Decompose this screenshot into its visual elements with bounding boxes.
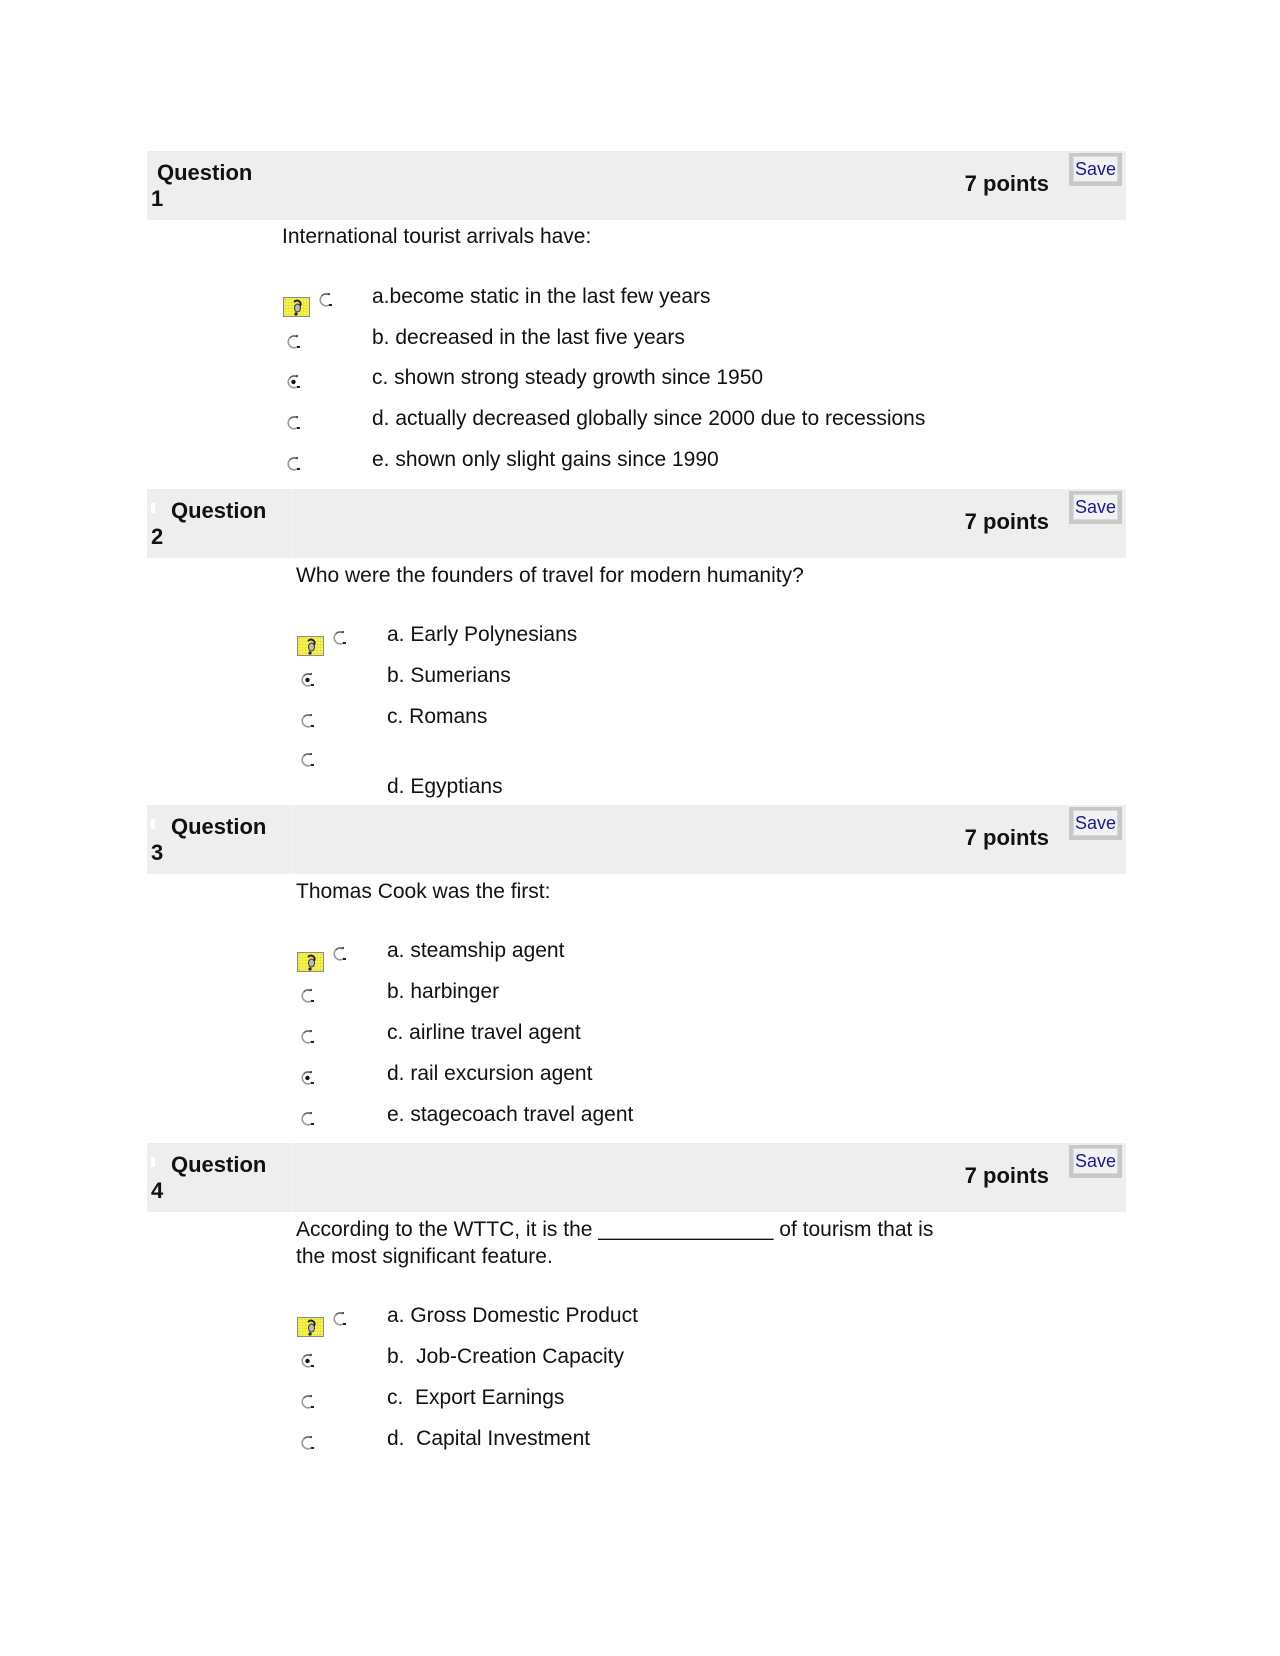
radio-button[interactable] <box>300 1435 316 1451</box>
option-label: a. steamship agent <box>387 939 565 962</box>
option-label: a. Gross Domestic Product <box>387 1304 638 1327</box>
hint-help-icon[interactable] <box>297 952 324 972</box>
question-number: 2 <box>151 524 164 549</box>
radio-button[interactable] <box>332 630 348 646</box>
question-header <box>147 151 1126 220</box>
question-text: International tourist arrivals have: <box>282 225 592 248</box>
question-header <box>147 1143 1126 1212</box>
option-label: b. Sumerians <box>387 664 511 687</box>
hint-help-icon[interactable] <box>297 1317 324 1337</box>
radio-button-selected[interactable] <box>300 1070 316 1086</box>
question-number: 1 <box>151 186 164 211</box>
points-label: 7 points <box>964 171 1049 196</box>
radio-button[interactable] <box>286 334 302 350</box>
save-button[interactable]: Save <box>1069 807 1122 840</box>
column-divider <box>292 805 293 874</box>
radio-button[interactable] <box>332 946 348 962</box>
points-label: 7 points <box>964 825 1049 850</box>
question-title-word: Question <box>171 814 267 839</box>
radio-button[interactable] <box>286 415 302 431</box>
option-label: e. stagecoach travel agent <box>387 1103 634 1126</box>
question-text: Thomas Cook was the first: <box>296 880 551 903</box>
points-label: 7 points <box>964 1163 1049 1188</box>
radio-button[interactable] <box>300 1394 316 1410</box>
radio-button[interactable] <box>286 456 302 472</box>
radio-button-selected[interactable] <box>286 374 302 390</box>
option-label: a.become static in the last few years <box>372 285 711 308</box>
question-title-word: Question <box>171 1152 267 1177</box>
option-label: c. Export Earnings <box>387 1386 565 1409</box>
radio-button[interactable] <box>332 1311 348 1327</box>
option-label: b. decreased in the last five years <box>372 326 685 349</box>
question-header <box>147 489 1126 558</box>
row-marker <box>151 503 155 513</box>
radio-button[interactable] <box>300 752 316 768</box>
option-label: d. rail excursion agent <box>387 1062 593 1085</box>
hint-help-icon[interactable] <box>297 636 324 656</box>
row-marker <box>151 819 155 829</box>
question-text-line-1: According to the WTTC, it is the _______________ of tourism that is <box>296 1218 934 1241</box>
save-button[interactable]: Save <box>1069 153 1122 186</box>
radio-button-selected[interactable] <box>300 672 316 688</box>
question-text: Who were the founders of travel for modern humanity? <box>296 564 804 587</box>
radio-button[interactable] <box>300 1029 316 1045</box>
option-label: a. Early Polynesians <box>387 623 578 646</box>
option-label: c. shown strong steady growth since 1950 <box>372 366 764 389</box>
question-title-word: Question <box>157 160 253 185</box>
question-title-word: Question <box>171 498 267 523</box>
column-divider <box>292 489 293 558</box>
radio-button[interactable] <box>300 1111 316 1127</box>
points-label: 7 points <box>964 509 1049 534</box>
option-label: b. Job-Creation Capacity <box>387 1345 624 1368</box>
radio-button[interactable] <box>318 292 334 308</box>
option-label: b. harbinger <box>387 980 500 1003</box>
save-button[interactable]: Save <box>1069 491 1122 524</box>
radio-button[interactable] <box>300 713 316 729</box>
radio-button-selected[interactable] <box>300 1353 316 1369</box>
save-button[interactable]: Save <box>1069 1145 1122 1178</box>
option-label: d. Capital Investment <box>387 1427 591 1450</box>
question-text-line-2: the most significant feature. <box>296 1245 553 1268</box>
question-number: 3 <box>151 840 164 865</box>
option-label: d. Egyptians <box>387 775 503 798</box>
option-label: c. Romans <box>387 705 488 728</box>
row-marker <box>151 1157 155 1167</box>
column-divider <box>292 1143 293 1212</box>
option-label: e. shown only slight gains since 1990 <box>372 448 719 471</box>
option-label: d. actually decreased globally since 2000 due to recessions <box>372 407 926 430</box>
hint-help-icon[interactable] <box>283 297 310 317</box>
radio-button[interactable] <box>300 988 316 1004</box>
option-label: c. airline travel agent <box>387 1021 581 1044</box>
question-number: 4 <box>151 1178 164 1203</box>
question-header <box>147 805 1126 874</box>
